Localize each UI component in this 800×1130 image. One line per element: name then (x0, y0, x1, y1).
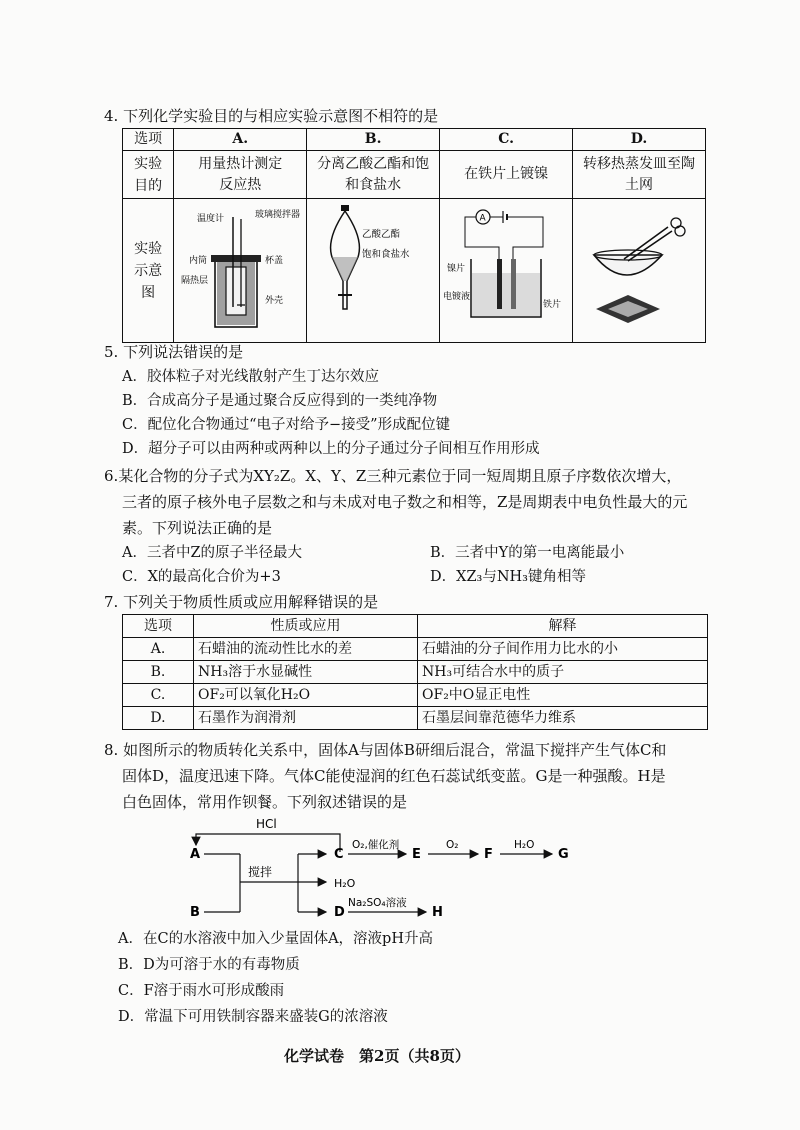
node-h: H (432, 905, 443, 920)
q5-option-a: A．胶体粒子对光线散射产生丁达尔效应 (122, 369, 379, 385)
label-electrolyte: 电镀液 (443, 292, 471, 302)
evaporating-dish-diagram (576, 199, 702, 335)
q7-cell: B. (123, 661, 194, 684)
label-stirrer: 玻璃搅拌器 (255, 210, 301, 220)
q4-purpose-label: 实验目的 (123, 151, 174, 199)
q7-table (122, 614, 708, 730)
label-thermometer: 温度计 (197, 214, 225, 224)
q6-stem-line2: 三者的原子核外电子层数之和与未成对电子数之和相等，Z是周期表中电负性最大的元 (122, 493, 688, 511)
node-h2o: H₂O (334, 877, 356, 890)
q8-option-c: C．F溶于雨水可形成酸雨 (118, 983, 285, 999)
q4-stem: 4. 下列化学实验目的与相应实验示意图不相符的是 (104, 107, 439, 125)
table-row (123, 638, 708, 661)
q7-cell: 石蜡油的流动性比水的差 (194, 638, 418, 661)
label-na2so4: Na₂SO₄溶液 (348, 897, 407, 909)
label-h2o-arrow: H₂O (514, 839, 535, 851)
page-footer: 化学试卷 第2页（共8页） (284, 1047, 470, 1065)
label-insulation: 隔热层 (181, 276, 209, 286)
q7-stem: 7. 下列关于物质性质或应用解释错误的是 (104, 593, 379, 611)
q7-cell: 石墨作为润滑剂 (194, 707, 418, 730)
q8-option-d: D．常温下可用铁制容器来盛装G的浓溶液 (118, 1009, 388, 1025)
q6-option-b: B．三者中Y的第一电离能最小 (430, 545, 625, 561)
separatory-funnel-diagram (310, 199, 436, 335)
q7-cell: 石蜡油的分子间作用力比水的小 (418, 638, 708, 661)
label-o2: O₂ (446, 839, 459, 851)
q5-option-d: D．超分子可以由两种或两种以上的分子通过分子间相互作用形成 (122, 441, 540, 457)
label-hcl: HCl (256, 817, 277, 831)
q5-stem: 5. 下列说法错误的是 (104, 343, 244, 361)
label-nickel: 镍片 (447, 264, 466, 274)
q7-cell: OF₂中O显正电性 (418, 684, 708, 707)
label-shell: 外壳 (265, 296, 284, 306)
node-g: G (558, 847, 569, 862)
q8-stem-line2: 固体D，温度迅速下降。气体C能使湿润的红色石蕊试纸变蓝。G是一种强酸。H是 (122, 767, 666, 785)
q4-purpose-d: 转移热蒸发皿至陶土网 (573, 151, 706, 199)
q4-option-b-letter: B. (307, 129, 440, 151)
q7-cell: A. (123, 638, 194, 661)
q4-option-a-letter: A. (174, 129, 307, 151)
q5-option-c: C．配位化合物通过“电子对给予−接受”形成配位键 (122, 417, 451, 433)
ammeter-icon: A (479, 213, 486, 224)
q8-option-b: B．D为可溶于水的有毒物质 (118, 957, 300, 973)
node-c: C (334, 847, 344, 862)
conversion-diagram (180, 812, 620, 924)
q4-option-d-letter: D. (573, 129, 706, 151)
node-d: D (334, 905, 345, 920)
label-brine: 饱和食盐水 (362, 249, 410, 260)
q7-cell: NH₃溶于水显碱性 (194, 661, 418, 684)
q4-diagram-d (573, 199, 706, 343)
q8-stem-line3: 白色固体，常用作钡餐。下列叙述错误的是 (122, 793, 408, 811)
electroplating-diagram (443, 199, 569, 335)
q4-purpose-c: 在铁片上镀镍 (440, 151, 573, 199)
node-f: F (484, 847, 493, 862)
q4-diagram-b (307, 199, 440, 343)
q6-option-a: A．三者中Z的原子半径最大 (122, 545, 303, 561)
label-lid: 杯盖 (265, 256, 284, 266)
q6-option-c: C．X的最高化合价为+3 (122, 569, 281, 585)
q4-purpose-b: 分离乙酸乙酯和饱和食盐水 (307, 151, 440, 199)
q7-header-property: 性质或应用 (194, 615, 418, 638)
q4-option-c-letter: C. (440, 129, 573, 151)
q6-stem-line3: 素。下列说法正确的是 (122, 519, 273, 537)
q7-cell: NH₃可结合水中的质子 (418, 661, 708, 684)
q8-stem-line1: 8. 如图所示的物质转化关系中，固体A与固体B研细后混合，常温下搅拌产生气体C和 (104, 741, 667, 759)
table-row (123, 661, 708, 684)
q7-cell: OF₂可以氧化H₂O (194, 684, 418, 707)
node-e: E (412, 847, 421, 862)
table-row (123, 684, 708, 707)
q4-purpose-a: 用量热计测定反应热 (174, 151, 307, 199)
q4-diagram-label: 实验示意图 (123, 199, 174, 343)
q8-option-a: A．在C的水溶液中加入少量固体A，溶液pH升高 (118, 931, 433, 947)
label-o2-catalyst: O₂,催化剂 (352, 839, 400, 851)
label-stir: 搅拌 (248, 865, 273, 879)
node-b: B (190, 905, 200, 920)
q6-option-d: D．XZ₃与NH₃键角相等 (430, 569, 586, 585)
calorimeter-diagram (177, 199, 303, 335)
q4-header-label: 选项 (123, 129, 174, 151)
q5-option-b: B．合成高分子是通过聚合反应得到的一类纯净物 (122, 393, 438, 409)
q7-header-explanation: 解释 (418, 615, 708, 638)
q7-cell: 石墨层间靠范德华力维系 (418, 707, 708, 730)
q4-diagram-a (174, 199, 307, 343)
q6-stem-line1: 6.某化合物的分子式为XY₂Z。X、Y、Z三种元素位于同一短周期且原子序数依次增大， (104, 467, 682, 485)
q4-diagram-c (440, 199, 573, 343)
q4-table (122, 128, 706, 343)
q7-header-option: 选项 (123, 615, 194, 638)
label-ester: 乙酸乙酯 (362, 229, 401, 240)
label-inner: 内筒 (189, 256, 208, 266)
q7-cell: C. (123, 684, 194, 707)
label-iron: 铁片 (543, 300, 562, 310)
node-a: A (190, 847, 201, 862)
table-row (123, 707, 708, 730)
q7-cell: D. (123, 707, 194, 730)
